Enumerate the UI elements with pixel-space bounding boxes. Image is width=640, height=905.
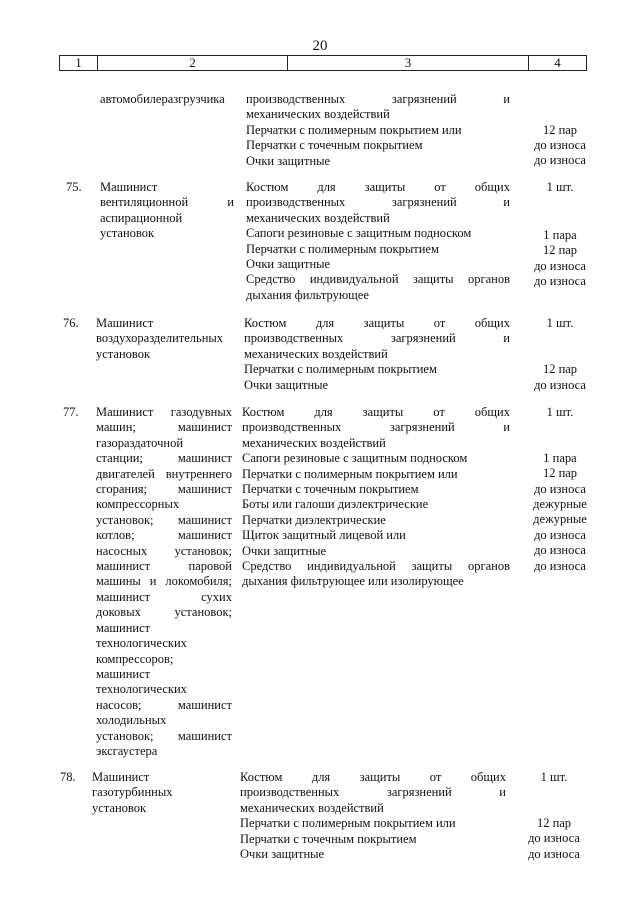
profession-text	[96, 316, 236, 362]
ppe-items	[246, 180, 510, 303]
quantity-text: 1 шт.	[540, 770, 568, 784]
text-line: механических воздействий	[242, 435, 386, 450]
text-line: механических воздействий	[240, 800, 384, 815]
text-line: механических воздействий	[246, 107, 390, 122]
text-line: Перчатки с полимерным покрытием или	[240, 816, 456, 831]
text-line: технологических	[96, 636, 187, 651]
text-line: Сапоги резиновые с защитным подноском	[242, 451, 468, 466]
quantity-text: до износа	[534, 138, 586, 152]
text-line: котлов; машинист	[96, 528, 232, 543]
text-line: Перчатки диэлектрические	[242, 512, 386, 527]
text-line: установок; машинист	[96, 512, 232, 527]
profession-text	[100, 180, 234, 242]
text-line: дыхания фильтрующее или изолирующее	[242, 574, 464, 589]
text-line: установок	[92, 800, 147, 815]
text-line: Машинист газодувных	[96, 405, 232, 419]
quantity-text: 1 шт.	[546, 405, 574, 419]
quantity-text: 1 пара	[543, 451, 577, 465]
quantity-text: до износа	[534, 528, 586, 542]
text-line: Машинист	[92, 770, 150, 784]
quantity-text: до износа	[534, 559, 586, 573]
text-line: Перчатки с полимерным покрытием или	[246, 122, 462, 137]
text-line: Перчатки с точечным покрытием	[246, 138, 423, 153]
text-line: машинист паровой	[96, 559, 232, 574]
text-line: воздухоразделительных	[96, 331, 224, 346]
quantity-text: 12 пар	[542, 362, 578, 376]
text-line: производственных загрязнений и	[244, 331, 510, 346]
text-line: автомобилеразгрузчика	[100, 92, 225, 106]
text-line: производственных загрязнений и	[246, 195, 510, 210]
text-line: газотурбинных	[92, 785, 173, 800]
text-line: Перчатки с точечным покрытием	[242, 482, 419, 497]
text-line: станции; машинист	[96, 451, 232, 466]
text-line: Очки защитные	[242, 543, 327, 558]
text-line: машины и локомобиля;	[96, 574, 232, 589]
col-header-1: 1	[75, 55, 82, 70]
quantity-text: до износа	[528, 847, 580, 861]
quantity-text: 12 пар	[542, 466, 578, 480]
quantity-text: до износа	[534, 153, 586, 167]
text-line: эксгаустера	[96, 743, 158, 758]
quantity-text: до износа	[528, 831, 580, 845]
text-line: Перчатки с полимерным покрытием или	[242, 466, 458, 481]
ppe-items	[240, 770, 506, 862]
text-line: Перчатки с полимерным покрытием	[244, 362, 437, 377]
text-line: холодильных	[96, 713, 167, 728]
text-line: установок	[96, 346, 151, 361]
quantity-text: 12 пар	[536, 816, 572, 830]
text-line: производственных загрязнений и	[242, 420, 510, 435]
ppe-items	[246, 92, 510, 169]
quantity-text: дежурные	[533, 497, 587, 511]
text-line: машинист сухих	[96, 589, 232, 604]
profession-text	[100, 92, 232, 107]
col-header-4: 4	[554, 55, 561, 70]
quantity-text: 12 пар	[542, 123, 578, 137]
text-line: механических воздействий	[244, 346, 388, 361]
text-line: машин; машинист	[96, 420, 232, 435]
text-line: Очки защитные	[244, 377, 329, 392]
quantity-text: до износа	[534, 378, 586, 392]
profession-text	[96, 405, 232, 759]
text-line: производственных загрязнений и	[240, 785, 506, 800]
text-line: Костюм для защиты от общих	[244, 316, 510, 330]
entry-number: 76.	[63, 316, 79, 330]
text-line: Машинист	[96, 316, 154, 330]
text-line: Сапоги резиновые с защитным подноском	[246, 226, 472, 241]
text-line: Машинист	[100, 180, 158, 194]
text-line: Костюм для защиты от общих	[240, 770, 506, 784]
quantity-text: 1 шт.	[546, 316, 574, 330]
quantity-text: дежурные	[533, 512, 587, 526]
quantity-text: до износа	[534, 274, 586, 288]
text-line: доковых установок;	[96, 605, 232, 620]
text-line: механических воздействий	[246, 210, 390, 225]
col-header-3: 3	[404, 55, 412, 70]
text-line: машинист	[96, 620, 151, 635]
text-line: технологических	[96, 682, 187, 697]
text-line: Боты или галоши диэлектрические	[242, 497, 429, 512]
text-line: Костюм для защиты от общих	[242, 405, 510, 419]
column-header-row	[59, 55, 587, 71]
text-line: Средство индивидуальной защиты органов	[246, 272, 510, 287]
entry-number: 75.	[66, 180, 82, 194]
text-line: компрессоров;	[96, 651, 174, 666]
text-line: компрессорных	[96, 497, 180, 512]
text-line: установок	[100, 226, 155, 241]
quantity-text: 12 пар	[542, 243, 578, 257]
text-line: Перчатки с точечным покрытием	[240, 831, 417, 846]
quantity-text: до износа	[534, 482, 586, 496]
text-line: Очки защитные	[240, 847, 325, 862]
text-line: производственных загрязнений и	[246, 92, 510, 106]
profession-text	[92, 770, 232, 816]
text-line: аспирационной	[100, 210, 183, 225]
text-line: Средство индивидуальной защиты органов	[242, 559, 510, 574]
text-line: Костюм для защиты от общих	[246, 180, 510, 194]
entry-number: 77.	[63, 405, 79, 419]
ppe-items	[244, 316, 510, 393]
text-line: насосных установок;	[96, 543, 232, 558]
text-line: Щиток защитный лицевой или	[242, 528, 406, 543]
text-line: установок; машинист	[96, 728, 232, 743]
text-line: машинист	[96, 666, 151, 681]
quantity-text: до износа	[534, 259, 586, 273]
entry-number: 78.	[60, 770, 76, 784]
ppe-items	[242, 405, 510, 590]
quantity-text: 1 пара	[543, 228, 577, 242]
quantity-text: до износа	[534, 543, 586, 557]
text-line: дыхания фильтрующее	[246, 287, 369, 302]
text-line: газораздаточной	[96, 435, 184, 450]
quantity-text: 1 шт.	[546, 180, 574, 194]
page-number: 20	[312, 38, 328, 54]
text-line: вентиляционной и	[100, 195, 234, 210]
text-line: Очки защитные	[246, 257, 331, 272]
text-line: Очки защитные	[246, 153, 331, 168]
text-line: Перчатки с полимерным покрытием	[246, 241, 439, 256]
text-line: сгорания; машинист	[96, 482, 232, 497]
text-line: двигателей внутреннего	[96, 466, 232, 481]
text-line: насосов; машинист	[96, 697, 232, 712]
col-header-2: 2	[189, 55, 196, 70]
